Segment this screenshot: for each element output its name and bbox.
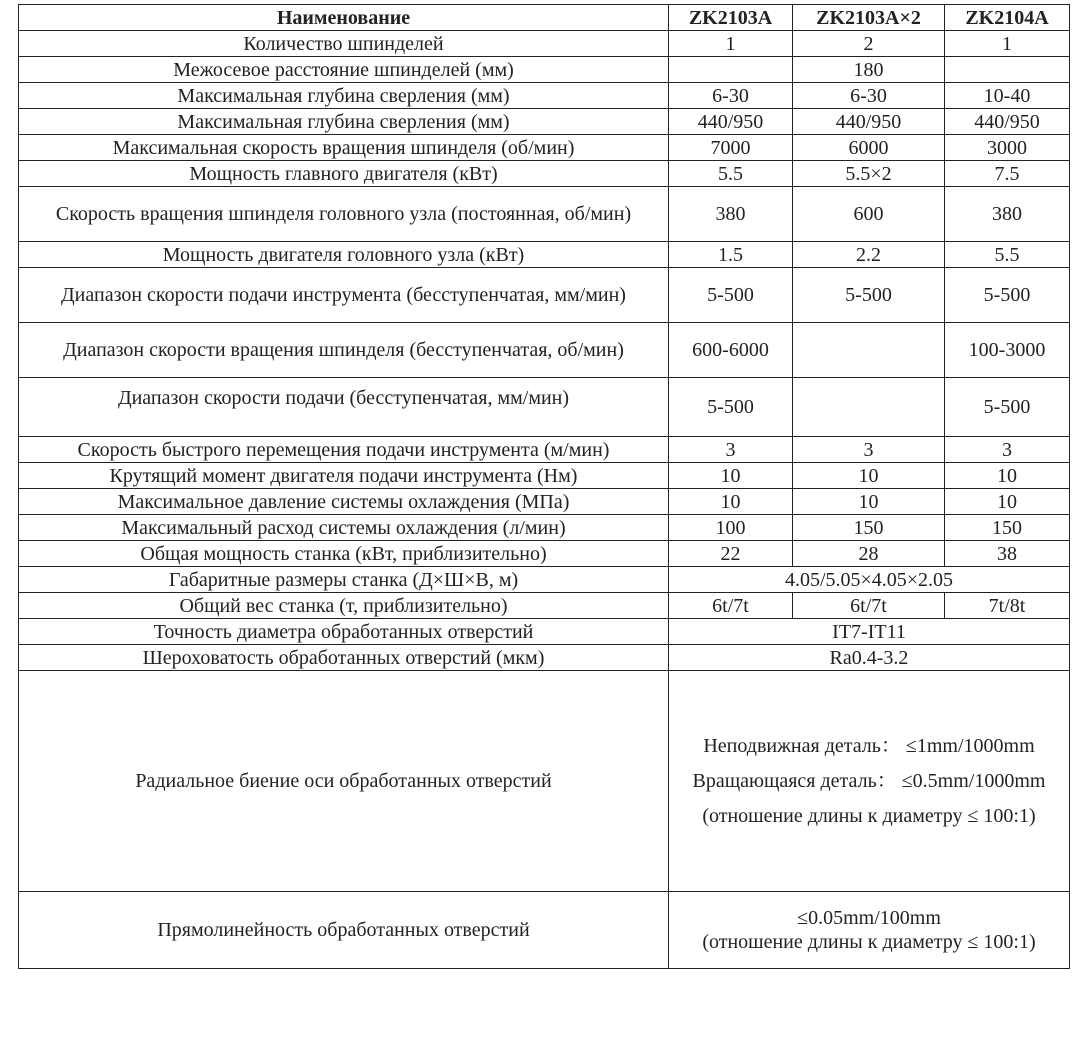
row-label: Межосевое расстояние шпинделей (мм): [19, 57, 669, 83]
table-row: [19, 57, 1070, 83]
row-label: Максимальная глубина сверления (мм): [19, 83, 669, 109]
value-zk2103a: 5.5: [669, 161, 793, 187]
value-zk2103a: 6t/7t: [669, 593, 793, 619]
value-zk2103a-x2: 2.2: [793, 242, 945, 268]
value-zk2103a-x2: 6000: [793, 135, 945, 161]
value-zk2103a: 6-30: [669, 83, 793, 109]
value-zk2104a: 380: [945, 187, 1070, 242]
table-row: [19, 268, 1070, 323]
table-row: [19, 645, 1070, 671]
value-zk2104a: 5-500: [945, 268, 1070, 323]
value-zk2103a: [669, 57, 793, 83]
value-zk2103a-x2: 5-500: [793, 268, 945, 323]
table-row: [19, 161, 1070, 187]
row-label: Максимальная глубина сверления (мм): [19, 109, 669, 135]
value-zk2103a-x2: 180: [793, 57, 945, 83]
value-zk2104a: 440/950: [945, 109, 1070, 135]
row-label: Мощность двигателя головного узла (кВт): [19, 242, 669, 268]
row-label: Крутящий момент двигателя подачи инструмента (Нм): [19, 463, 669, 489]
value-zk2103a: 22: [669, 541, 793, 567]
value-zk2104a: 10: [945, 463, 1070, 489]
row-label: Максимальная скорость вращения шпинделя (об/мин): [19, 135, 669, 161]
value-zk2103a: 10: [669, 489, 793, 515]
value-zk2104a: 10: [945, 489, 1070, 515]
value-zk2103a-x2: 2: [793, 31, 945, 57]
value-zk2104a: 38: [945, 541, 1070, 567]
value-zk2103a: 7000: [669, 135, 793, 161]
table-row: [19, 892, 1070, 969]
value-zk2104a: 5-500: [945, 378, 1070, 437]
value-zk2103a: 1.5: [669, 242, 793, 268]
value-zk2104a: 10-40: [945, 83, 1070, 109]
value-merged: Ra0.4-3.2: [669, 645, 1070, 671]
table-row: [19, 378, 1070, 437]
value-zk2103a: 10: [669, 463, 793, 489]
value-zk2103a: 1: [669, 31, 793, 57]
value-zk2104a: 1: [945, 31, 1070, 57]
table-row: [19, 242, 1070, 268]
value-zk2103a: 3: [669, 437, 793, 463]
value-zk2103a-x2: 440/950: [793, 109, 945, 135]
value-zk2104a: 7t/8t: [945, 593, 1070, 619]
value-merged: ≤0.05mm/100mm (отношение длины к диаметру ≤ 100:1): [669, 892, 1070, 969]
value-zk2103a-x2: [793, 378, 945, 437]
table-row: [19, 515, 1070, 541]
value-zk2103a: 100: [669, 515, 793, 541]
value-zk2104a: 100-3000: [945, 323, 1070, 378]
value-zk2103a-x2: 28: [793, 541, 945, 567]
value-zk2103a-x2: 10: [793, 463, 945, 489]
header-zk2104a: ZK2104A: [945, 5, 1070, 31]
row-label: Количество шпинделей: [19, 31, 669, 57]
table-row: [19, 135, 1070, 161]
value-zk2103a-x2: 3: [793, 437, 945, 463]
table-row: [19, 187, 1070, 242]
row-label: Шероховатость обработанных отверстий (мкм): [19, 645, 669, 671]
value-merged: 4.05/5.05×4.05×2.05: [669, 567, 1070, 593]
row-label: Скорость вращения шпинделя головного узла (постоянная, об/мин): [19, 187, 669, 242]
row-label: Радиальное биение оси обработанных отверстий: [19, 671, 669, 892]
value-zk2103a-x2: 6t/7t: [793, 593, 945, 619]
row-label: Диапазон скорости вращения шпинделя (бесступенчатая, об/мин): [19, 323, 669, 378]
row-label: Скорость быстрого перемещения подачи инструмента (м/мин): [19, 437, 669, 463]
value-zk2103a-x2: 6-30: [793, 83, 945, 109]
row-label: Мощность главного двигателя (кВт): [19, 161, 669, 187]
table-row: [19, 463, 1070, 489]
value-zk2103a-x2: 600: [793, 187, 945, 242]
table-row: [19, 437, 1070, 463]
table-row: [19, 31, 1070, 57]
table-row: [19, 541, 1070, 567]
row-label-text: Диапазон скорости подачи (бесступенчатая, мм/мин): [117, 387, 570, 409]
header-zk2103a-x2: ZK2103A×2: [793, 5, 945, 31]
table-row: [19, 83, 1070, 109]
row-label: [19, 378, 669, 437]
value-zk2103a-x2: 10: [793, 489, 945, 515]
row-label: Максимальный расход системы охлаждения (л/мин): [19, 515, 669, 541]
value-zk2103a: 600-6000: [669, 323, 793, 378]
header-zk2103a: ZK2103A: [669, 5, 793, 31]
table-row: [19, 109, 1070, 135]
table-row: [19, 619, 1070, 645]
row-label: Прямолинейность обработанных отверстий: [19, 892, 669, 969]
table-row: [19, 671, 1070, 892]
table-row: [19, 593, 1070, 619]
value-zk2103a: 380: [669, 187, 793, 242]
value-zk2104a: 3000: [945, 135, 1070, 161]
row-label: Габаритные размеры станка (Д×Ш×В, м): [19, 567, 669, 593]
value-zk2103a-x2: 150: [793, 515, 945, 541]
table-row: [19, 323, 1070, 378]
value-merged: Неподвижная деталь： ≤1mm/1000mm Вращающаяся деталь： ≤0.5mm/1000mm (отношение длины к диаметру ≤ 100:1): [669, 671, 1070, 892]
value-zk2104a: [945, 57, 1070, 83]
value-merged: IT7-IT11: [669, 619, 1070, 645]
header-name: Наименование: [19, 5, 669, 31]
value-zk2103a: 440/950: [669, 109, 793, 135]
header-row: [19, 5, 1070, 31]
row-label: Общая мощность станка (кВт, приблизительно): [19, 541, 669, 567]
value-zk2104a: 5.5: [945, 242, 1070, 268]
value-zk2104a: 150: [945, 515, 1070, 541]
row-label: Точность диаметра обработанных отверстий: [19, 619, 669, 645]
value-zk2103a: 5-500: [669, 378, 793, 437]
value-zk2103a: 5-500: [669, 268, 793, 323]
table-row: [19, 489, 1070, 515]
specifications-table: [18, 4, 1070, 969]
row-label: Максимальное давление системы охлаждения (МПа): [19, 489, 669, 515]
value-zk2104a: 7.5: [945, 161, 1070, 187]
row-label: Общий вес станка (т, приблизительно): [19, 593, 669, 619]
value-zk2104a: 3: [945, 437, 1070, 463]
value-zk2103a-x2: [793, 323, 945, 378]
value-zk2103a-x2: 5.5×2: [793, 161, 945, 187]
table-row: [19, 567, 1070, 593]
row-label: Диапазон скорости подачи инструмента (бесступенчатая, мм/мин): [19, 268, 669, 323]
